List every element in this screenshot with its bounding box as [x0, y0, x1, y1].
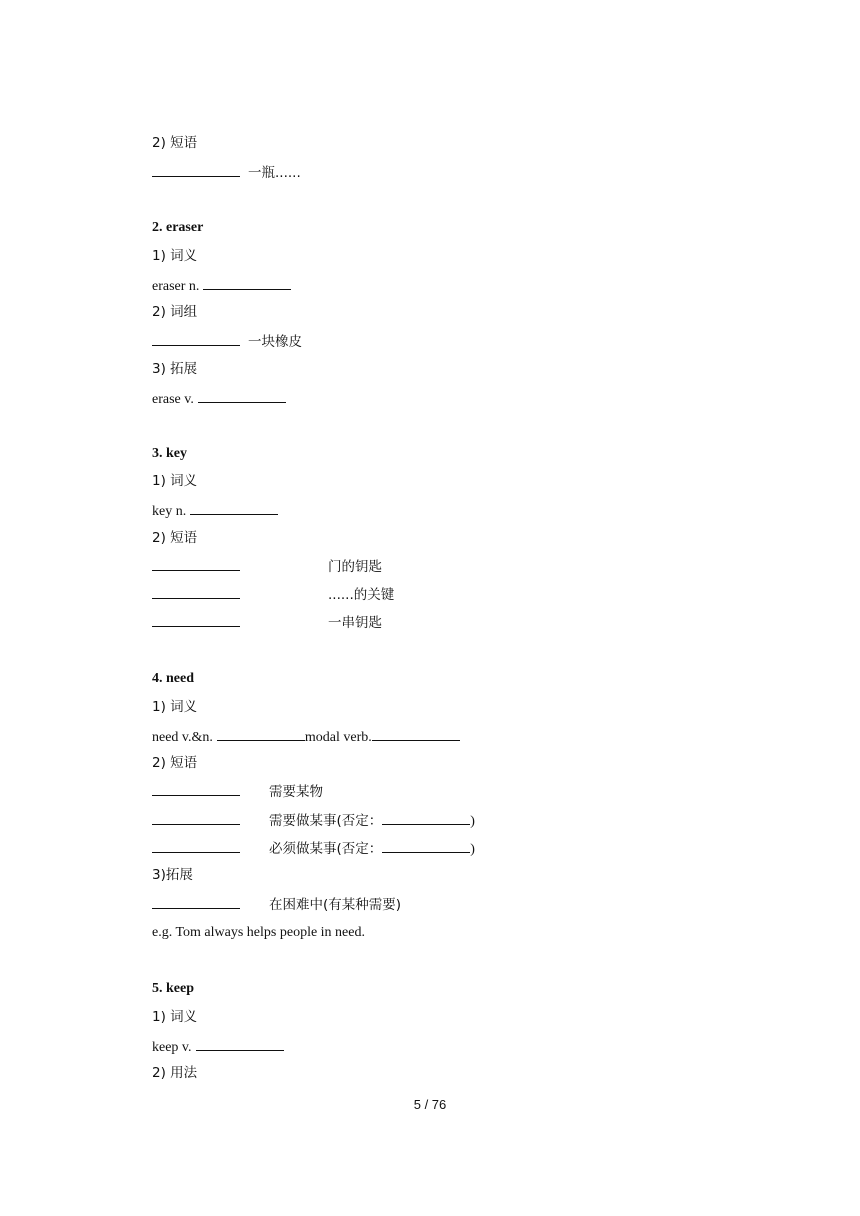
meaning-label: need v.&n.	[152, 730, 213, 745]
phrase-meaning: 需要某物	[269, 784, 323, 800]
sec4-title: 4. need	[152, 671, 194, 686]
answer-blank[interactable]	[152, 586, 240, 599]
sec1-sub2-heading: 2) 短语	[152, 135, 198, 151]
phrase-meaning: 门的钥匙	[328, 559, 382, 575]
sec5-sub1-heading: 1) 词义	[152, 1009, 198, 1025]
page-number: 5 / 76	[413, 1097, 447, 1112]
sec1-phrase-row	[152, 164, 301, 182]
sec4-phrase-row-3	[152, 840, 475, 858]
answer-blank[interactable]	[152, 558, 240, 571]
answer-blank[interactable]	[382, 812, 470, 825]
sec4-sub3-heading: 3)拓展	[152, 867, 193, 883]
phrase-meaning: 一块橡皮	[248, 334, 302, 350]
phrase-meaning: ......的关键	[328, 587, 395, 603]
sec2-title: 2. eraser	[152, 220, 204, 235]
answer-blank[interactable]	[152, 614, 240, 627]
meaning-label: key n.	[152, 504, 187, 519]
sec4-phrase-row-2	[152, 812, 475, 830]
answer-blank[interactable]	[152, 164, 240, 177]
sec4-phrase-row-1	[152, 783, 323, 801]
sec4-meaning-row	[152, 728, 460, 746]
answer-blank[interactable]	[152, 840, 240, 853]
closing-paren: )	[470, 842, 475, 857]
answer-blank[interactable]	[152, 896, 240, 909]
sec5-meaning-row	[152, 1038, 284, 1056]
sec4-extend-row	[152, 896, 401, 914]
sec2-extend-row	[152, 390, 286, 408]
sec4-example: e.g. Tom always helps people in need.	[152, 925, 365, 940]
phrase-meaning: 必须做某事(否定：	[269, 841, 383, 857]
extend-label: erase v.	[152, 392, 194, 407]
answer-blank[interactable]	[217, 728, 305, 741]
meaning-label: eraser n.	[152, 279, 200, 294]
sec5-sub2-heading: 2) 用法	[152, 1065, 198, 1081]
sec3-meaning-row	[152, 502, 278, 520]
sec3-sub2-heading: 2) 短语	[152, 530, 198, 546]
phrase-meaning: 一串钥匙	[328, 615, 382, 631]
phrase-meaning: 在困难中(有某种需要)	[269, 897, 402, 913]
phrase-meaning: 需要做某事(否定：	[269, 813, 383, 829]
closing-paren: )	[470, 814, 475, 829]
sec3-phrase-row-2	[152, 586, 394, 604]
sec2-phrase-row	[152, 333, 302, 351]
sec2-sub1-heading: 1) 词义	[152, 248, 198, 264]
answer-blank[interactable]	[152, 783, 240, 796]
answer-blank[interactable]	[196, 1038, 284, 1051]
answer-blank[interactable]	[152, 812, 240, 825]
meaning-label: keep v.	[152, 1040, 192, 1055]
answer-blank[interactable]	[152, 333, 240, 346]
sec3-phrase-row-3	[152, 614, 382, 632]
sec2-meaning-row	[152, 277, 291, 295]
answer-blank[interactable]	[382, 840, 470, 853]
sec5-title: 5. keep	[152, 981, 194, 996]
answer-blank[interactable]	[203, 277, 291, 290]
sec2-sub3-heading: 3) 拓展	[152, 361, 198, 377]
answer-blank[interactable]	[190, 502, 278, 515]
sec3-title: 3. key	[152, 446, 187, 461]
answer-blank[interactable]	[372, 728, 460, 741]
sec2-sub2-heading: 2) 词组	[152, 304, 198, 320]
sec3-phrase-row-1	[152, 558, 382, 576]
answer-blank[interactable]	[198, 390, 286, 403]
meaning-label-2: modal verb.	[304, 730, 372, 745]
sec3-sub1-heading: 1) 词义	[152, 473, 198, 489]
sec4-sub1-heading: 1) 词义	[152, 699, 198, 715]
sec4-sub2-heading: 2) 短语	[152, 755, 198, 771]
phrase-meaning: 一瓶......	[248, 165, 301, 181]
